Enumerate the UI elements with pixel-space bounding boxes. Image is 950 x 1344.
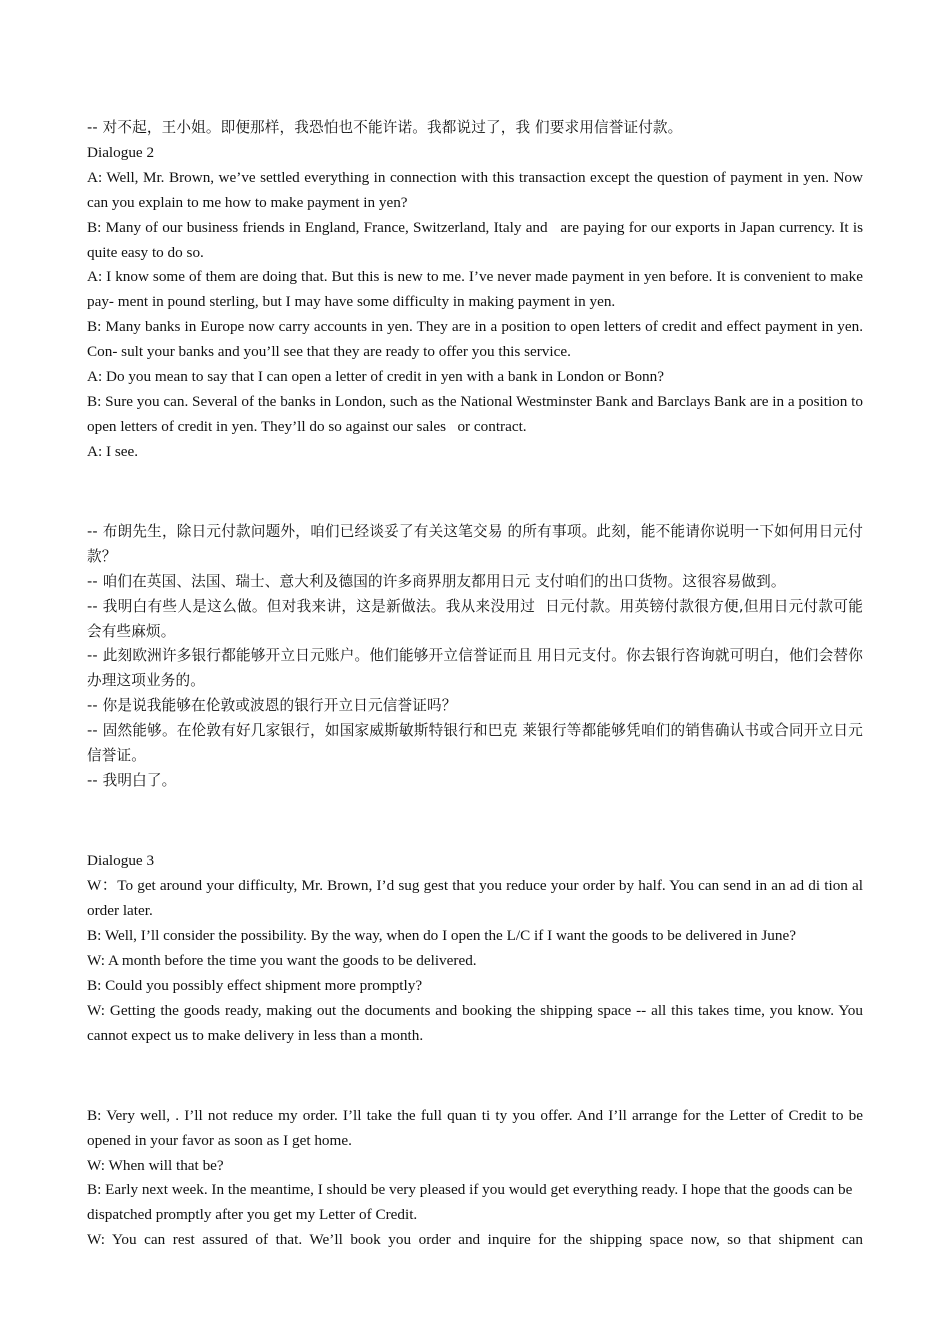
- text-paragraph: -- 你是说我能够在伦敦或波恩的银行开立日元信誉证吗？: [87, 697, 457, 715]
- text-paragraph: B: Well, I’ll consider the possibility. By the way, when do I open the L/C if I want the goods to be delivered in June?: [87, 926, 796, 944]
- text-paragraph: Dialogue 2: [87, 143, 155, 161]
- document-page: [87, 116, 863, 1253]
- text-paragraph: B: Very well, . I’ll not reduce my order. I’ll take the full quan ti ty you offer. And I’ll arrange for the Letter of Credit to be opened in your favor as soon as I get home.: [87, 1106, 863, 1149]
- text-paragraph: B: Many banks in Europe now carry accounts in yen. They are in a position to open letters of credit and effect payment in yen. Con- sult your banks and you’ll see that they are ready to offer you this service.: [87, 318, 863, 361]
- text-paragraph: W: Getting the goods ready, making out the documents and booking the shipping space -- all this takes time, you know. You cannot expect us to make delivery in less than a month.: [87, 1001, 863, 1044]
- text-paragraph: -- 布朗先生，除日元付款问题外，咱们已经谈妥了有关这笔交易 的所有事项。此刻，能不能请你说明一下如何用日元付款？: [87, 522, 863, 565]
- text-paragraph: A: I know some of them are doing that. But this is new to me. I’ve never made payment in yen before. It is convenient to make pay- ment in pound sterling, but I may have some difficulty in making payment in yen.: [87, 268, 863, 311]
- text-paragraph: W: A month before the time you want the goods to be delivered.: [87, 951, 477, 969]
- text-paragraph: -- 咱们在英国、法国、瑞士、意大利及德国的许多商界朋友都用日元 支付咱们的出口货物。这很容易做到。: [87, 572, 786, 590]
- text-paragraph: W：To get around your difficulty, Mr. Brown, I’d sug gest that you reduce your order by half. You can send in an ad di tion al order later.: [87, 877, 863, 919]
- text-paragraph: -- 我明白有些人是这么做。但对我来讲，这是新做法。我从来没用过 日元付款。用英镑付款很方便,但用日元付款可能会有些麻烦。: [87, 597, 863, 640]
- text-paragraph: W: You can rest assured of that. We’ll book you order and inquire for the shipping space now, so that shipment can: [87, 1231, 863, 1249]
- blank-line: [87, 480, 863, 505]
- text-paragraph: B: Many of our business friends in England, France, Switzerland, Italy and are paying for our exports in Japan currency. It is quite easy to do so.: [87, 218, 863, 261]
- text-paragraph: Dialogue 3: [87, 852, 155, 870]
- text-paragraph: B: Early next week. In the meantime, I should be very pleased if you would get everything ready. I hope that the goods can be: [87, 1181, 853, 1199]
- text-paragraph: -- 此刻欧洲许多银行都能够开立日元账户。他们能够开立信誉证而且 用日元支付。你去银行咨询就可明白，他们会替你办理这项业务的。: [87, 647, 863, 690]
- blank-line: [87, 1064, 863, 1089]
- text-paragraph: A: Do you mean to say that I can open a letter of credit in yen with a bank in London or Bonn?: [87, 368, 664, 386]
- text-paragraph: -- 固然能够。在伦敦有好几家银行，如国家威斯敏斯特银行和巴克 莱银行等都能够凭咱们的销售确认书或合同开立日元信誉证。: [87, 722, 863, 765]
- text-paragraph: -- 对不起，王小姐。即便那样，我恐怕也不能许诺。我都说过了，我 们要求用信誉证付款。: [87, 119, 683, 136]
- text-paragraph: -- 我明白了。: [87, 772, 177, 790]
- text-paragraph: A: I see.: [87, 442, 139, 460]
- text-paragraph: dispatched promptly after you get my Letter of Credit.: [87, 1206, 418, 1224]
- text-paragraph: A: Well, Mr. Brown, we’ve settled everything in connection with this transaction except the question of payment in yen. Now can you explain to me how to make payment in yen?: [87, 168, 863, 211]
- text-paragraph: B: Sure you can. Several of the banks in London, such as the National Westminster Bank and Barclays Bank are in a position to open letters of credit in yen. They’ll do so against our sales or contract.: [87, 392, 863, 435]
- text-paragraph: W: When will that be?: [87, 1156, 224, 1174]
- blank-line: [87, 809, 863, 834]
- text-paragraph: B: Could you possibly effect shipment more promptly?: [87, 976, 423, 994]
